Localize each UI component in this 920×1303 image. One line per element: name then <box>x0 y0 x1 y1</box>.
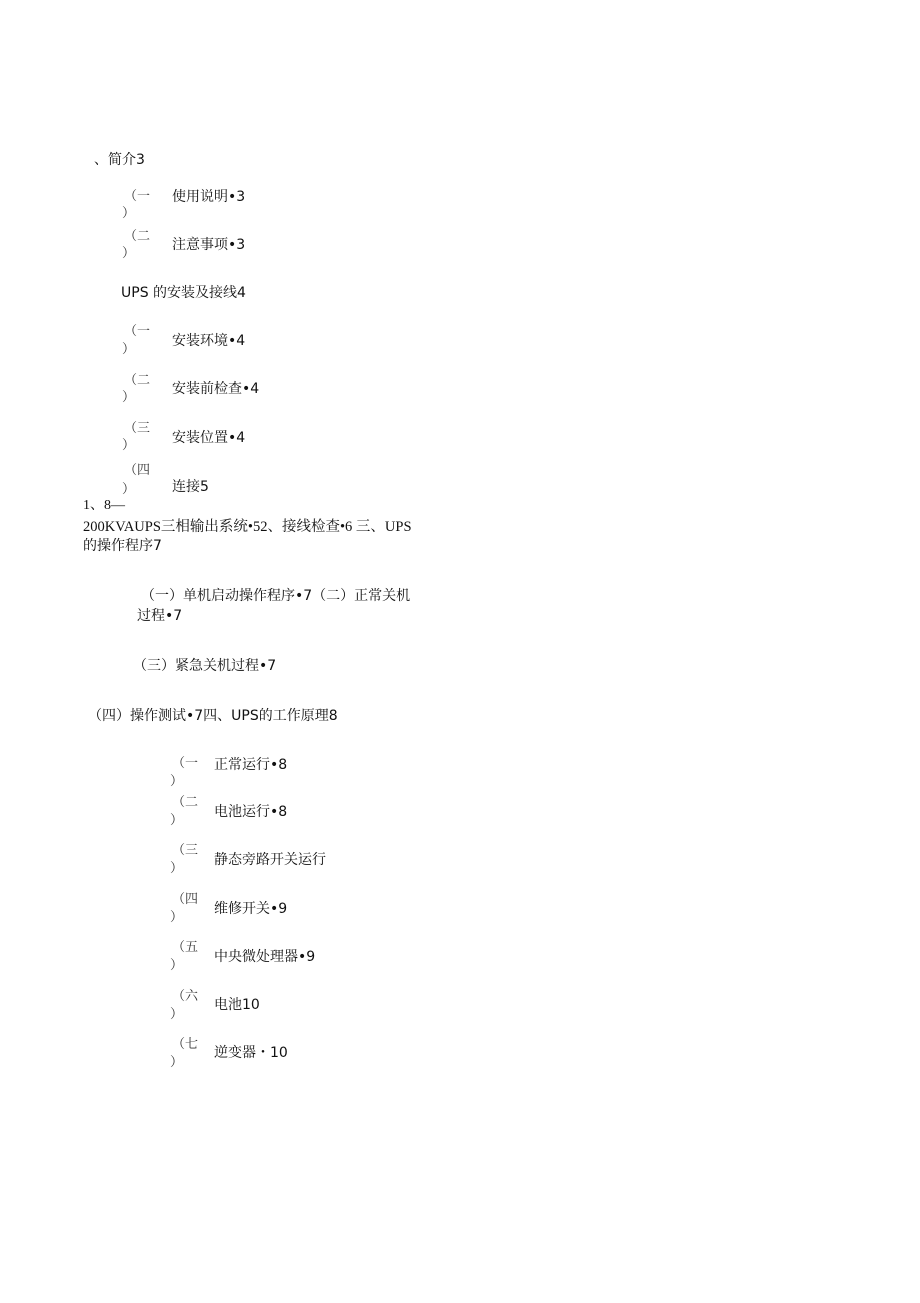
toc-marker: （二 <box>124 373 151 388</box>
toc-marker-close: ） <box>122 438 136 453</box>
toc-marker: （七 <box>172 1037 199 1052</box>
toc-marker-close: ） <box>170 1007 184 1022</box>
toc-marker-close: ） <box>170 958 184 973</box>
toc-item[interactable]: 逆变器・10 <box>214 1045 288 1061</box>
toc-item[interactable]: 安装前检查•4 <box>172 381 260 397</box>
toc-marker-close: ） <box>122 390 136 405</box>
toc-marker: （一 <box>124 324 151 339</box>
toc-marker-close: ） <box>170 861 184 876</box>
toc-marker-close: ） <box>170 1055 184 1070</box>
toc-line[interactable]: 过程•7 <box>137 608 183 624</box>
toc-item[interactable]: 使用说明•3 <box>172 189 246 205</box>
toc-marker: （一 <box>172 756 199 771</box>
toc-item[interactable]: 维修开关•9 <box>214 901 288 917</box>
toc-marker: （三 <box>124 421 151 436</box>
toc-marker-close: ） <box>170 774 184 789</box>
toc-item[interactable]: 静态旁路开关运行 <box>214 852 326 868</box>
toc-line[interactable]: 的操作程序7 <box>83 538 162 554</box>
toc-line[interactable]: 200KVAUPS三相输出系统•52、接线检查•6 三、UPS <box>83 519 412 535</box>
toc-marker: （六 <box>172 989 199 1004</box>
toc-marker: （二 <box>124 229 151 244</box>
toc-marker: （三 <box>172 843 199 858</box>
toc-marker-close: ） <box>170 813 184 828</box>
toc-section-install[interactable]: UPS 的安装及接线4 <box>121 285 246 301</box>
toc-line[interactable]: （三）紧急关机过程•7 <box>133 658 277 674</box>
toc-marker: （一 <box>124 189 151 204</box>
toc-marker: （四 <box>172 892 199 907</box>
toc-item[interactable]: 安装位置•4 <box>172 430 246 446</box>
toc-marker: （五 <box>172 940 199 955</box>
toc-item[interactable]: 安装环境•4 <box>172 333 246 349</box>
toc-section-intro[interactable]: 、简介3 <box>94 152 145 168</box>
toc-item[interactable]: 中央微处理器•9 <box>214 949 316 965</box>
toc-marker-close: ） <box>170 910 184 925</box>
toc-marker: （二 <box>172 795 199 810</box>
toc-marker-close: ） <box>122 246 136 261</box>
toc-marker-close: ） <box>122 206 136 221</box>
toc-line: 1、8— <box>83 498 125 513</box>
toc-item[interactable]: 正常运行•8 <box>214 757 288 773</box>
toc-item[interactable]: 电池运行•8 <box>214 804 288 820</box>
toc-item[interactable]: 电池10 <box>214 997 260 1013</box>
toc-marker-close: ） <box>122 342 136 357</box>
toc-line[interactable]: （一）单机启动操作程序•7（二）正常关机 <box>141 588 411 604</box>
toc-marker: （四 <box>124 463 151 478</box>
toc-item[interactable]: 连接5 <box>172 479 209 495</box>
toc-item[interactable]: 注意事项•3 <box>172 237 246 253</box>
toc-marker-close: ） <box>122 482 136 497</box>
toc-line[interactable]: （四）操作测试•7四、UPS的工作原理8 <box>88 708 338 724</box>
